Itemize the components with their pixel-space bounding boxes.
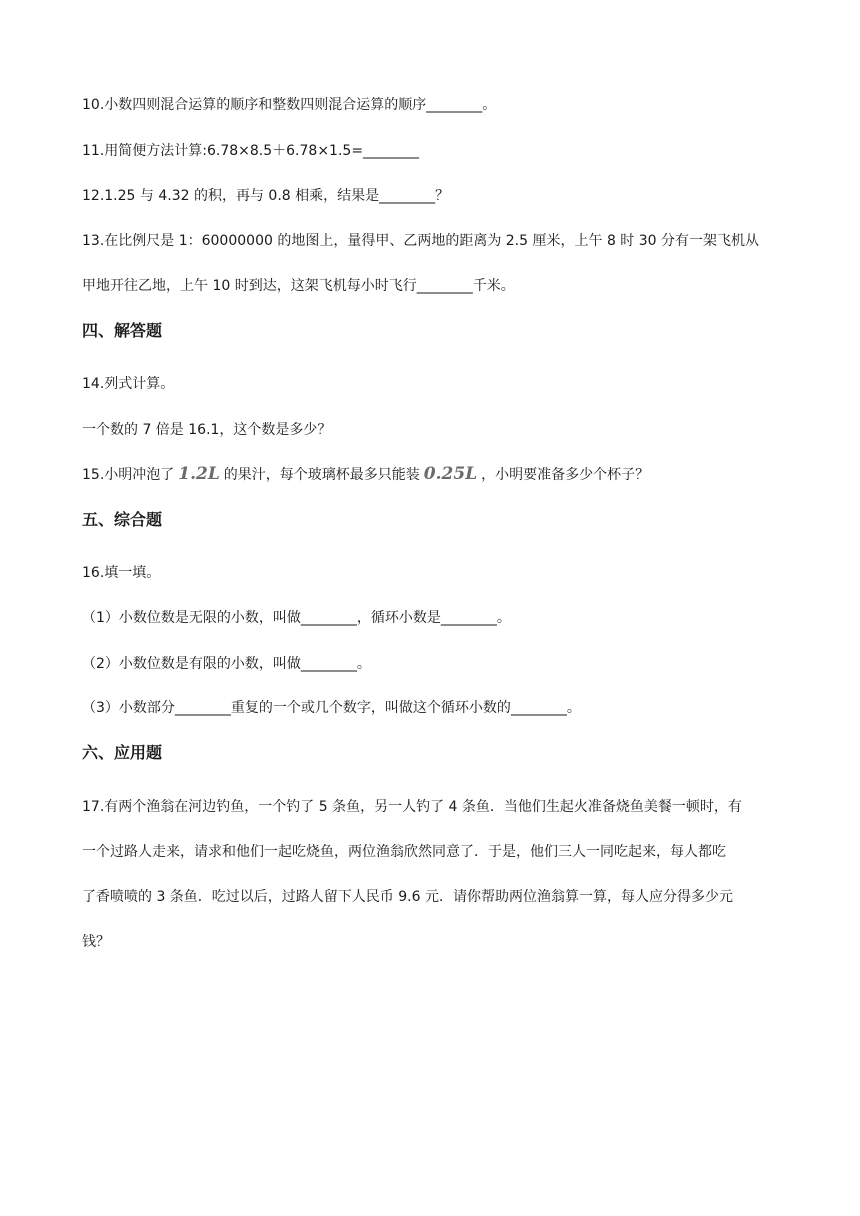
section-heading-5: 五、综合题 [82, 510, 163, 529]
question-17-line-4: 钱？ [82, 934, 110, 950]
question-16-part-3: （3）小数部分________重复的一个或几个数字，叫做这个循环小数的________。 [82, 700, 581, 716]
question-16-part-2: （2）小数位数是有限的小数，叫做________。 [82, 656, 371, 672]
question-10: 10.小数四则混合运算的顺序和整数四则混合运算的顺序________。 [82, 97, 497, 113]
question-13-line-1: 13.在比例尺是 1：60000000 的地图上，量得甲、乙两地的距离为 2.5 厘米，上午 8 时 30 分有一架飞机从 [82, 233, 760, 249]
question-15 [82, 464, 649, 485]
math-volume-1-2l: 1.2L [178, 464, 220, 484]
question-12: 12.1.25 与 4.32 的积，再与 0.8 相乘，结果是________？ [82, 188, 450, 204]
question-11: 11.用简便方法计算:6.78×8.5＋6.78×1.5=________ [82, 143, 420, 159]
question-16-part-1: （1）小数位数是无限的小数，叫做________，循环小数是________。 [82, 610, 511, 626]
question-17-line-2: 一个过路人走来，请求和他们一起吃烧鱼，两位渔翁欣然同意了．于是，他们三人一同吃起来，每人都吃 [82, 844, 726, 860]
question-15-text-2: 的果汁，每个玻璃杯最多只能装 [223, 467, 420, 483]
question-14-body: 一个数的 7 倍是 16.1，这个数是多少？ [82, 422, 332, 438]
section-heading-4: 四、解答题 [82, 321, 163, 340]
question-13-line-2: 甲地开往乙地，上午 10 时到达，这架飞机每小时飞行________千米。 [82, 278, 515, 294]
question-16-title: 16.填一填。 [82, 565, 161, 581]
question-17-line-1: 17.有两个渔翁在河边钓鱼，一个钓了 5 条鱼，另一人钓了 4 条鱼．当他们生起火准备烧鱼美餐一顿时，有 [82, 799, 742, 815]
question-15-text-1: 15.小明冲泡了 [82, 467, 175, 483]
question-17-line-3: 了香喷喷的 3 条鱼．吃过以后，过路人留下人民币 9.6 元．请你帮助两位渔翁算一算，每人应分得多少元 [82, 889, 733, 905]
section-heading-6: 六、应用题 [82, 743, 163, 762]
math-volume-0-25l: 0.25L [423, 464, 478, 484]
question-14-title: 14.列式计算。 [82, 376, 175, 392]
question-15-text-3: ，小明要准备多少个杯子？ [481, 467, 650, 483]
